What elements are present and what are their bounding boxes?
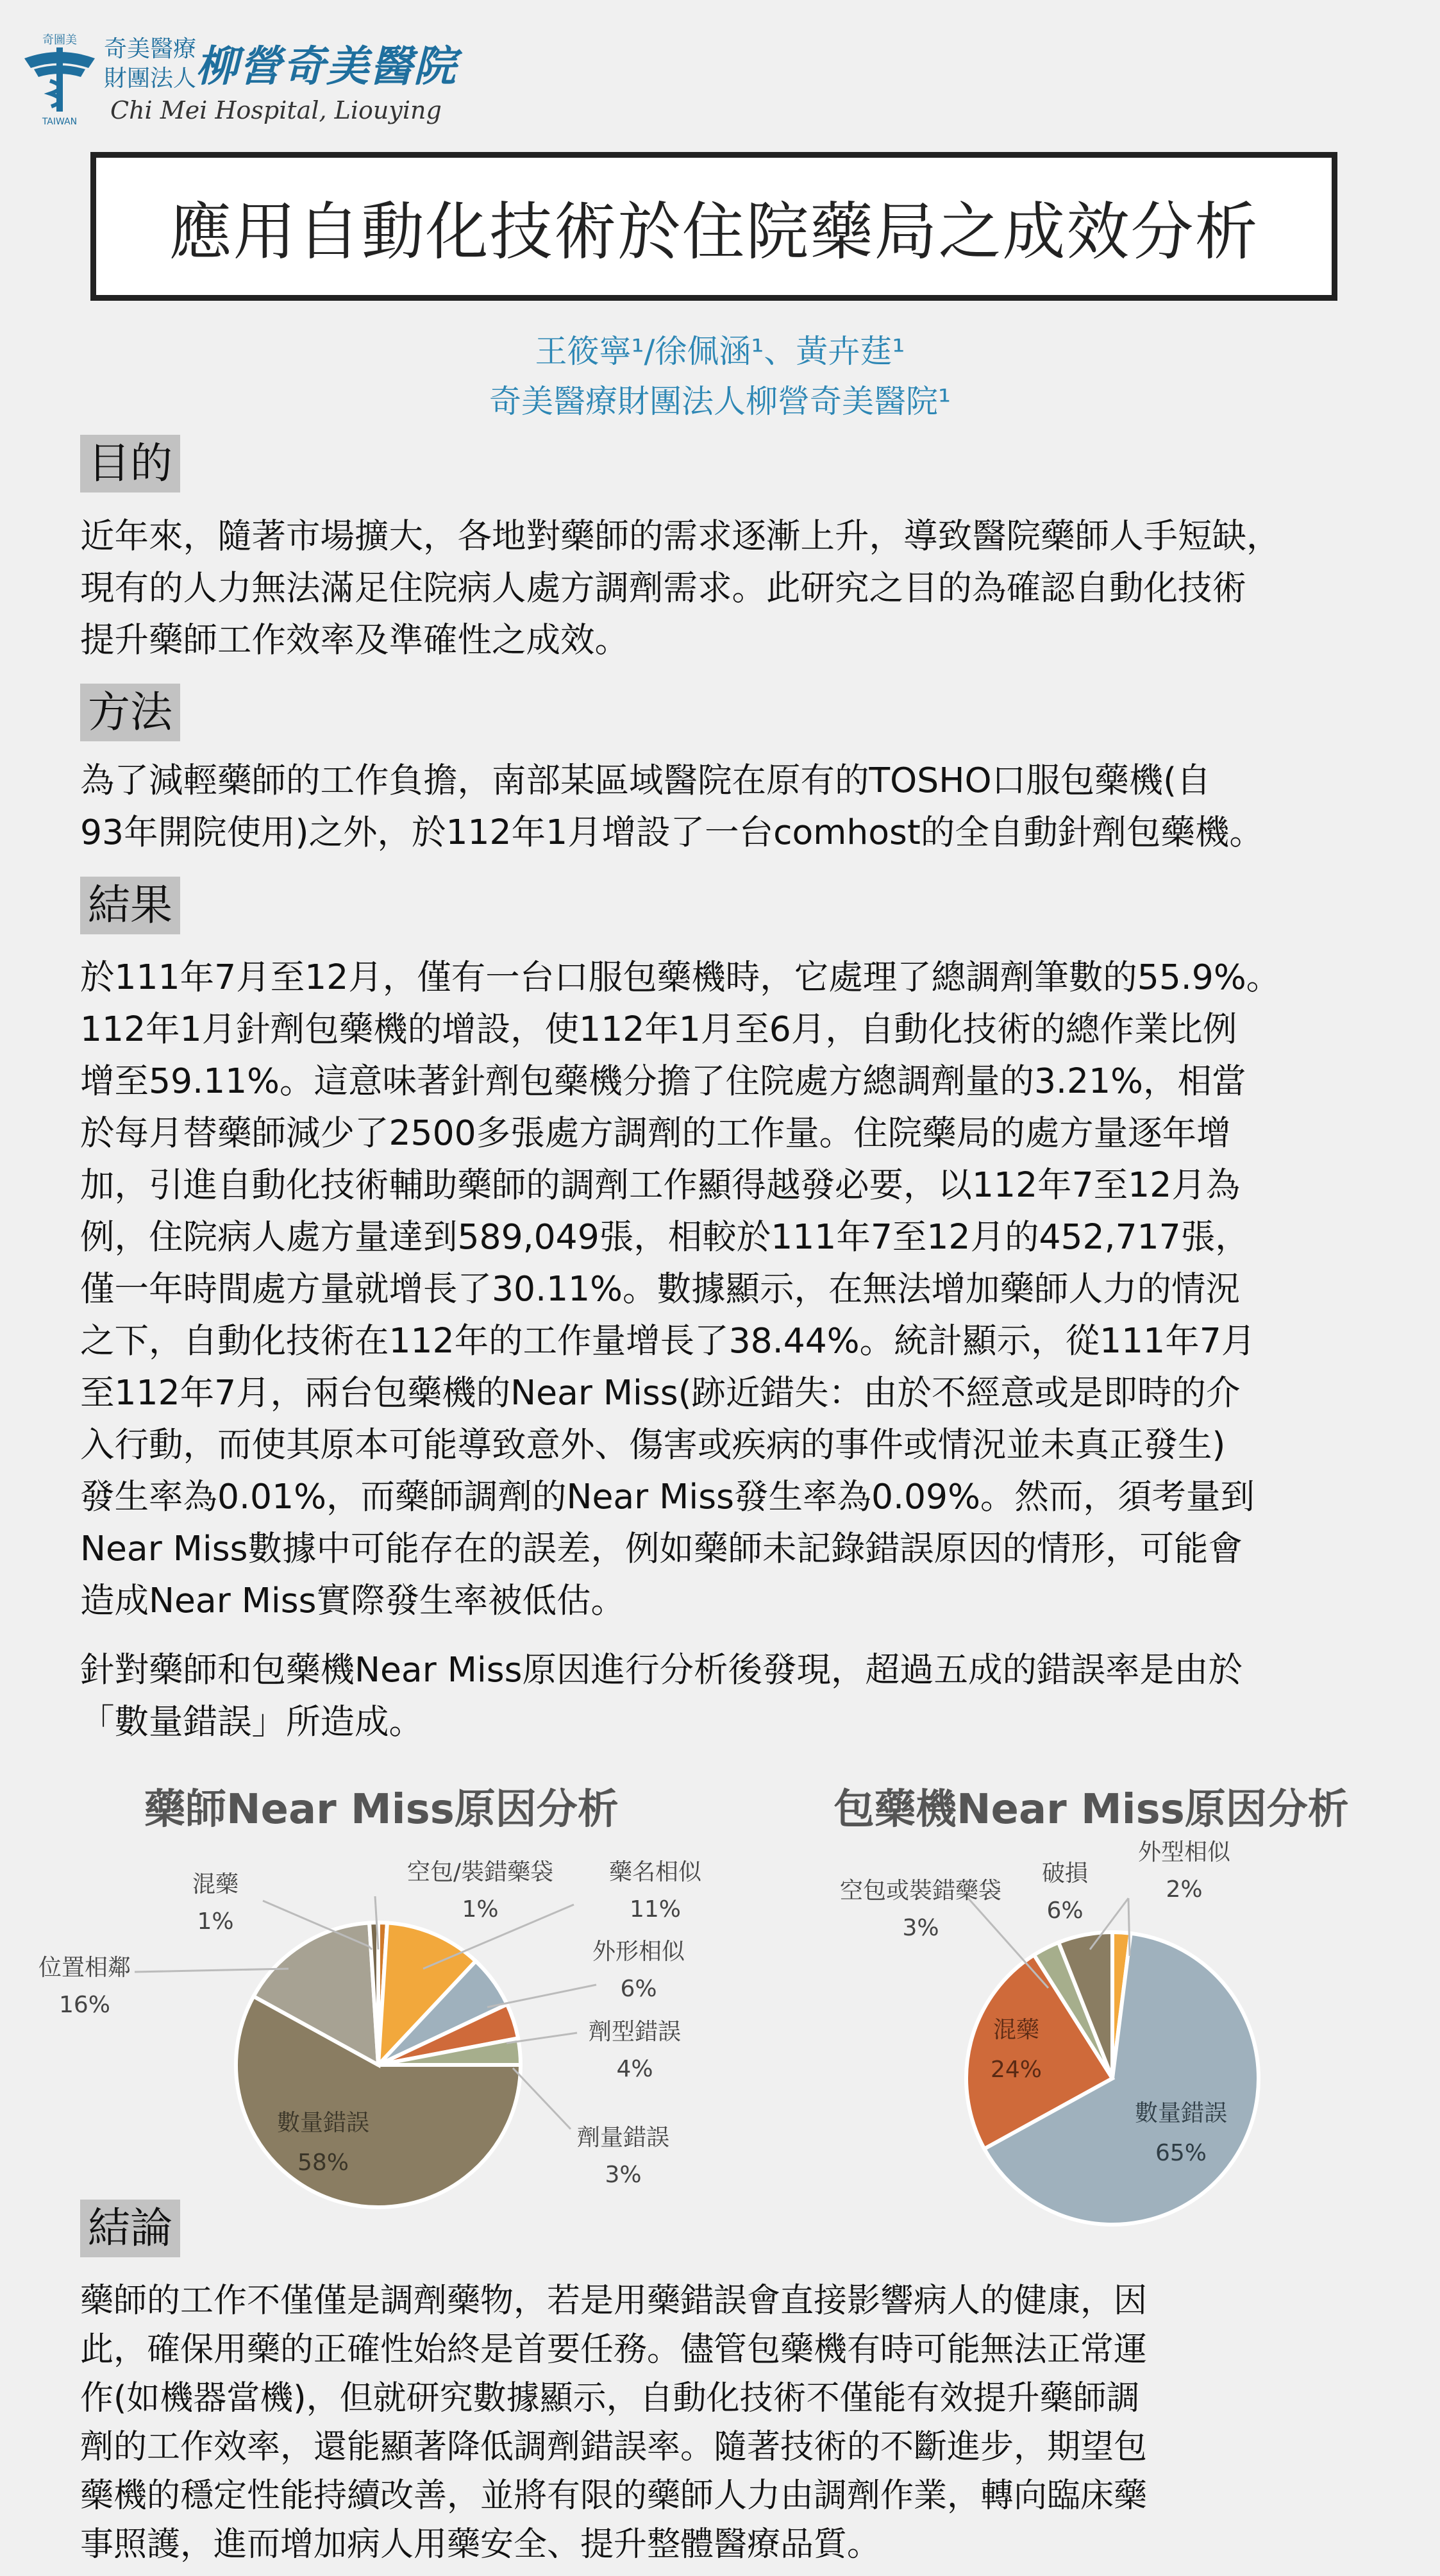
pie1-label-dose: 劑量錯誤 3%: [577, 2125, 670, 2188]
conclusion-heading: 結論: [80, 2200, 180, 2257]
results-heading: 結果: [80, 877, 180, 934]
machine-chart-title: 包藥機Near Miss原因分析: [833, 1786, 1349, 1833]
pie1-label-name-similar: 藥名相似 11%: [609, 1859, 702, 1923]
method-text: 為了減輕藥師的工作負擔，南部某區域醫院在原有的TOSHO口服包藥機(自 93年開院使用)之外，於112年1月增設了一台comhost的全自動針劑包藥機。: [80, 760, 1264, 852]
pharmacist-chart-title: 藥師Near Miss原因分析: [144, 1786, 619, 1833]
pie2-label-broken: 破損 6%: [1042, 1860, 1089, 1924]
pie1-label-mix: 混藥 1%: [192, 1871, 239, 1935]
hospital-emblem-icon: [12, 29, 108, 126]
pie1-label-empty-bag: 空包/裝錯藥袋 1%: [407, 1859, 554, 1923]
affiliation: 奇美醫療財團法人柳營奇美醫院¹: [489, 383, 951, 420]
pie2-label-mix: 混藥 24%: [991, 2017, 1042, 2083]
poster-title: 應用自動化技術於住院藥局之成效分析: [90, 152, 1337, 301]
method-heading: 方法: [80, 684, 180, 741]
results-text-2: 針對藥師和包藥機Near Miss原因進行分析後發現，超過五成的錯誤率是由於 「數量錯誤」所造成。: [80, 1649, 1243, 1742]
purpose-text: 近年來，隨著市場擴大，各地對藥師的需求逐漸上升，導致醫院藥師人手短缺， 現有的人力無法滿足住院病人處方調劑需求。此研究之目的為確認自動化技術 提升藥師工作效率及準確性之成效。: [80, 516, 1281, 660]
pie2-label-quantity: 數量錯誤 65%: [1135, 2100, 1228, 2166]
pie1-label-adjacent: 位置相鄰 16%: [38, 1955, 131, 2018]
results-text: 於111年7月至12月，僅有一台口服包藥機時，它處理了總調劑筆數的55.9%。 112年1月針劑包藥機的增設，使112年1月至6月，自動化技術的總作業比例 增至59.11%。這意味著針劑包藥機分擔了住院處方總調劑量的3.21%，相當 於每月替藥師減少了2500多張處方調劑的工作量。住院藥局的處方量逐年增 加，引進自動化技術輔助藥師的調劑工作顯得越發必要，以112年7至12月為 例，住院病人處方量達到589,049張，相較於111年7至12月的452,717張， 僅一年時間處方量就增長了30.11%。數據顯示，在無法增加藥師人力的情況 之下，自動化技術在112年的工作量增長了38.44%。統計顯示，從111年7月 至112年7月，兩台包藥機的Near Miss(跡近錯失：由於不經意或是即時的介 入行動，而使其原本可能導致意外、傷害或疾病的事件或情況並未真正發生) 發生率為0.01%，而藥師調劑的Near Miss發生率為0.09%。然而，須考量到 Near Miss數據中可能存在的誤差，例如藥師未記錄錯誤原因的情形，可能會 造成Near Miss實際發生率被低估。: [80, 957, 1281, 1621]
authors: 王筱寧¹/徐佩涵¹、黃卉莛¹: [535, 333, 905, 370]
pie2-label-shape-similar: 外型相似 2%: [1138, 1839, 1231, 1903]
pie2-label-empty-bag: 空包或裝錯藥袋 3%: [840, 1878, 1002, 1941]
svg-text:奇圖美: 奇圖美: [42, 33, 77, 47]
svg-text:TAIWAN: TAIWAN: [42, 117, 78, 126]
hospital-english-name: Chi Mei Hospital, Liouying: [110, 96, 442, 124]
conclusion-text: 藥師的工作不僅僅是調劑藥物，若是用藥錯誤會直接影響病人的健康，因 此，確保用藥的正確性始終是首要任務。儘管包藥機有時可能無法正常運 作(如機器當機)，但就研究數據顯示，自動化技術不僅能有效提升藥師調 劑的工作效率，還能顯著降低調劑錯誤率。隨著技術的不斷進步，期望包 藥機的穩定性能持續改善，並將有限的藥師人力由調劑作業，轉向臨床藥 事照護，進而增加病人用藥安全、提升整體醫療品質。: [80, 2282, 1148, 2564]
purpose-heading: 目的: [80, 435, 180, 492]
hospital-name: 柳營奇美醫院: [196, 41, 457, 91]
pie1-label-dosage-form: 劑型錯誤 4%: [589, 2019, 682, 2082]
pie1-label-quantity: 數量錯誤 58%: [277, 2110, 370, 2176]
pie1-label-shape-similar: 外形相似 6%: [592, 1939, 685, 2002]
org-type-label: 奇美醫療 財團法人: [104, 36, 197, 92]
